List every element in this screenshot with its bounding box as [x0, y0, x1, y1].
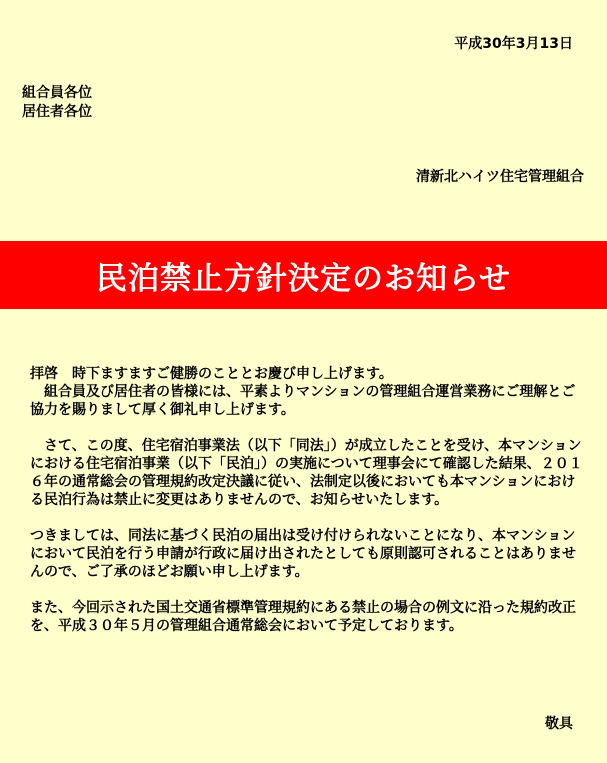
title-banner — [0, 241, 607, 309]
sender-name: 清新北ハイツ住宅管理組合 — [416, 169, 584, 185]
recipient-residents: 居住者各位 — [22, 104, 92, 120]
paragraph-decision: さて、この度、住宅宿泊事業法（以下「同法」）が成立したことを受け、本マンションにおける住宅宿泊事業（以下「民泊」）の実施について理事会にて確認した結果、２０１６年の通常総会の管理規約改定決議に従い、法制定以後においても本マンションにおける民泊行為は禁止に変更はありませんので、お知らせいたします。 — [30, 438, 583, 508]
paragraph-thanks: 組合員及び居住者の皆様には、平素よりマンションの管理組合運営業務にご理解とご協力を賜りまして厚く御礼申し上げます。 — [30, 384, 576, 418]
document-date: 平成30年3月13日 — [454, 36, 573, 52]
notice-title: 民泊禁止方針決定のお知らせ — [95, 260, 512, 297]
letter-body — [30, 365, 586, 635]
recipient-members: 組合員各位 — [22, 85, 92, 101]
greeting: 拝啓 時下ますますご健勝のこととお慶び申し上げます。 — [30, 366, 393, 382]
closing-word: 敬具 — [545, 716, 573, 732]
paragraph-consequence: つきましては、同法に基づく民泊の届出は受け付けられないことになり、本マンションにおいて民泊を行う申請が行政に届け出されたとしても原則認可されることはありませんので、ご了承のほどお願い申し上げます。 — [30, 528, 576, 580]
recipients — [22, 84, 92, 122]
paragraph-plan: また、今回示された国土交通省標準管理規約にある禁止の場合の例文に沿った規約改正を、平成３０年５月の管理組合通常総会において予定しております。 — [30, 600, 576, 634]
